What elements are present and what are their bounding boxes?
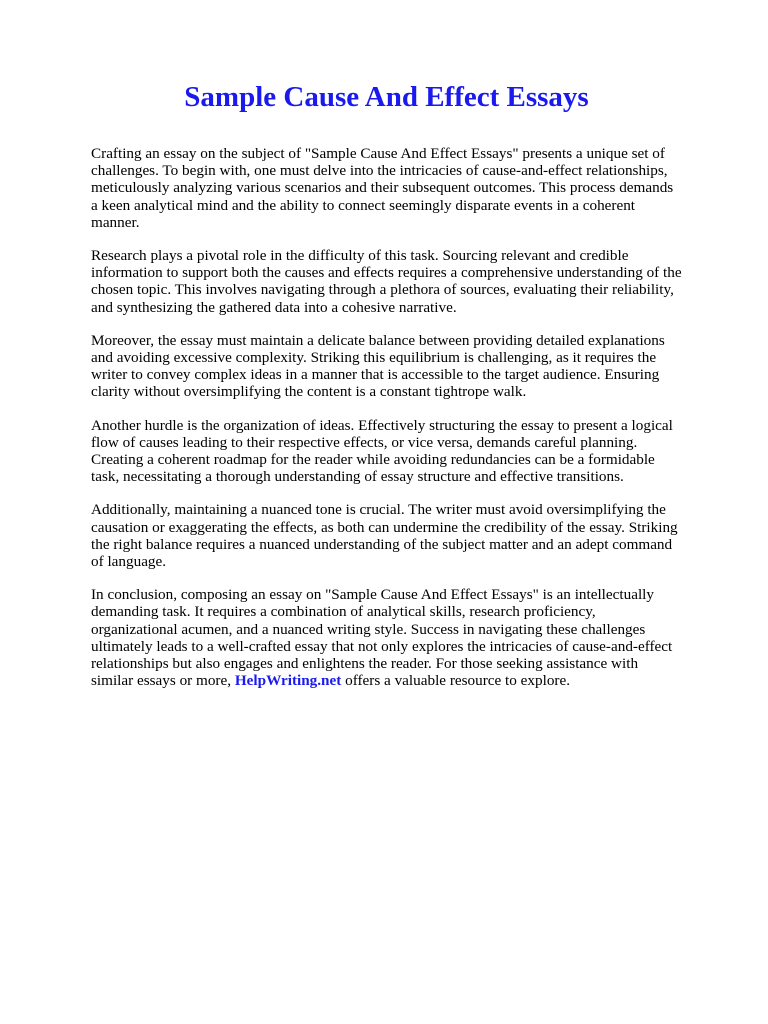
paragraph-3: Moreover, the essay must maintain a delicate balance between providing detailed explanations and avoiding excessive complexity. Striking this equilibrium is challenging, as it requires the writer to convey complex ideas in a manner that is accessible to the target audience. Ensuring clarity without oversimplifying the content is a constant tightrope walk. — [91, 331, 665, 401]
conclusion-paragraph — [91, 586, 682, 689]
document-title: Sample Cause And Effect Essays — [184, 81, 589, 113]
paragraph-5: Additionally, maintaining a nuanced tone is crucial. The writer must avoid oversimplifying the causation or exaggerating the effects, as both can undermine the credibility of the essay. Striking the right balance requires a nuanced understanding of the subject matter and an adept command of language. — [91, 501, 678, 571]
paragraph-1: Crafting an essay on the subject of "Sample Cause And Effect Essays" presents a unique set of challenges. To begin with, one must delve into the intricacies of cause-and-effect relationships, meticulously analyzing various scenarios and their subsequent outcomes. This process demands a keen analytical mind and the ability to connect seemingly disparate events in a coherent manner. — [91, 145, 674, 231]
helpwriting-link[interactable]: HelpWriting.net — [234, 672, 342, 690]
conclusion-text: In conclusion, composing an essay on "Sample Cause And Effect Essays" is an intellectually demanding task. It requires a combination of analytical skills, research proficiency, organizational acumen, and a nuanced writing style. Success in navigating these challenges ultimately leads to a well-crafted essay that not only explores the intricacies of cause-and-effect relationships but also engages and enlightens the reader. For those seeking assistance with similar essays or more, — [91, 586, 673, 690]
conclusion-tail: offers a valuable resource to explore. — [341, 672, 571, 690]
paragraph-4: Another hurdle is the organization of ideas. Effectively structuring the essay to present a logical flow of causes leading to their respective effects, or vice versa, demands careful planning. Creating a coherent roadmap for the reader while avoiding redundancies can be a formidable task, necessitating a thorough understanding of essay structure and effective transitions. — [91, 416, 673, 486]
paragraph-2: Research plays a pivotal role in the difficulty of this task. Sourcing relevant and credible information to support both the causes and effects requires a comprehensive understanding of the chosen topic. This involves navigating through a plethora of sources, evaluating their reliability, and synthesizing the gathered data into a cohesive narrative. — [91, 247, 682, 316]
